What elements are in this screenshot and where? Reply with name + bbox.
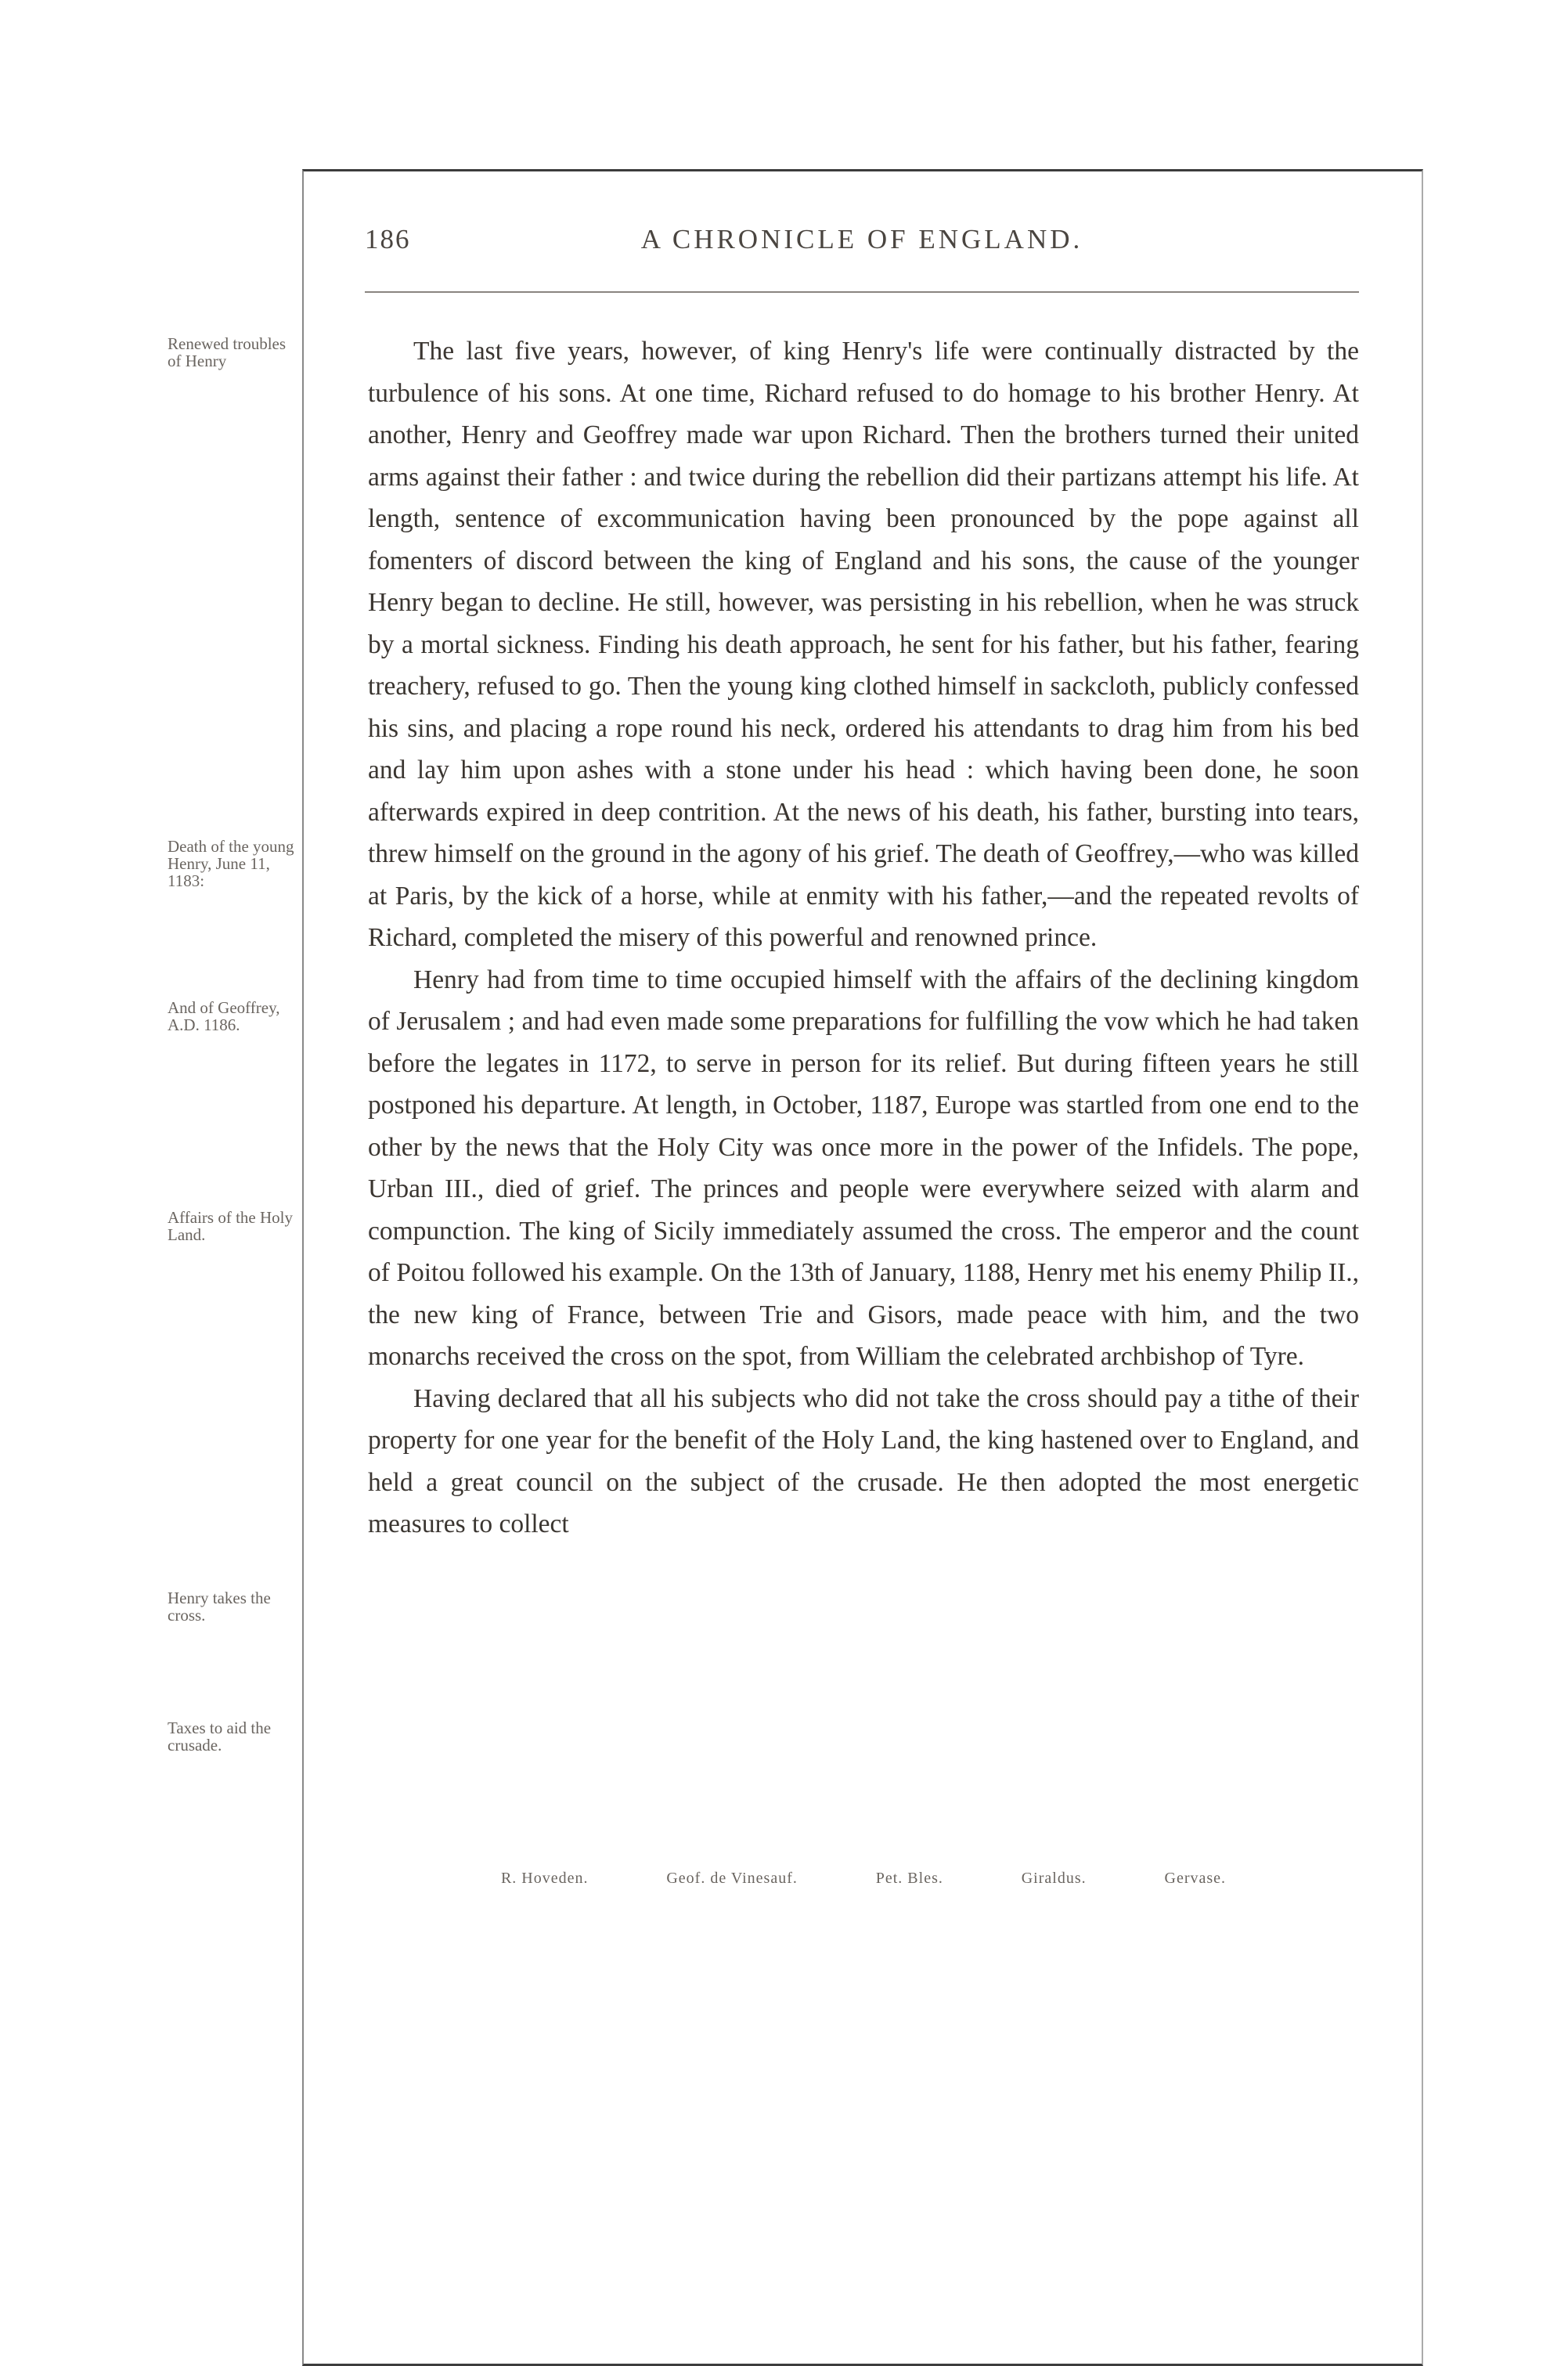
reference: Gervase. [1164, 1870, 1227, 1887]
margin-note: Henry takes the cross. [168, 1589, 271, 1625]
margin-note: Death of the young Henry, June 11, 1183: [168, 837, 294, 890]
reference: R. Hoveden. [500, 1870, 589, 1887]
running-title: A CHRONICLE OF ENGLAND. [640, 224, 1083, 254]
paragraph: Having declared that all his subjects who did not take the cross should pay a tithe of their property for one year for the benefit of the Holy Land, the king hastened over to England, and held a great council on the subject of the crusade. He then adopted the most energetic measures to collect [368, 1383, 1359, 1538]
paragraph: Henry had from time to time occupied himself with the affairs of the declining kingdom of Jerusalem ; and had even made some preparations for fulfilling the vow which he had taken before the legates in 1172, to serve in person for its relief. But during fifteen years he still postponed his departure. At length, in October, 1187, Europe was startled from one end to the other by the news that the Holy City was once more in the power of the Infidels. The pope, Urban III., died of grief. The princes and people were everywhere seized with alarm and compunction. The king of Sicily immediately assumed the cross. The emperor and the count of Poitou followed his example. On the 13th of January, 1188, Henry met his enemy Philip II., the new king of France, between Trie and Gisors, made peace with him, and the two monarchs received the cross on the spot, from William the celebrated archbishop of Tyre. [368, 965, 1359, 1371]
margin-note: Renewed troubles of Henry [168, 334, 287, 370]
margin-note: Affairs of the Holy Land. [168, 1208, 293, 1244]
reference: Pet. Bles. [875, 1870, 943, 1887]
margin-note: Taxes to aid the crusade. [168, 1719, 272, 1755]
body-text [368, 330, 1359, 1545]
header-rule [365, 291, 1359, 293]
margin-note: And of Geoffrey, A.D. 1186. [168, 998, 280, 1034]
page-header [365, 224, 1359, 263]
page-number: 186 [365, 224, 411, 254]
footer-references [368, 1870, 1359, 1888]
reference: Giraldus. [1021, 1870, 1087, 1887]
paragraph: The last five years, however, of king Henry's life were continually distracted by the turbulence of his sons. At one time, Richard refused to do homage to his brother Henry. At another, Henry and Geoffrey made war upon Richard. Then the brothers turned their united arms against their father : and twice during the rebellion did their partizans attempt his life. At length, sentence of excommunication having been pronounced by the pope against all fomenters of discord between the king of England and his sons, the cause of the younger Henry began to decline. He still, however, was persisting in his rebellion, when he was struck by a mortal sickness. Finding his death approach, he sent for his father, but his father, fearing treachery, refused to go. Then the young king clothed himself in sackcloth, publicly confessed his sins, and placing a rope round his neck, ordered his attendants to drag him from his bed and lay him upon ashes with a stone under his head : which having been done, he soon afterwards expired in deep contrition. At the news of his death, his father, bursting into tears, threw himself on the ground in the agony of his grief. The death of Geoffrey,—who was killed at Paris, by the kick of a horse, while at enmity with his father,—and the repeated revolts of Richard, completed the misery of this powerful and renowned prince. [368, 337, 1359, 952]
reference: Geof. de Vinesauf. [666, 1870, 798, 1887]
